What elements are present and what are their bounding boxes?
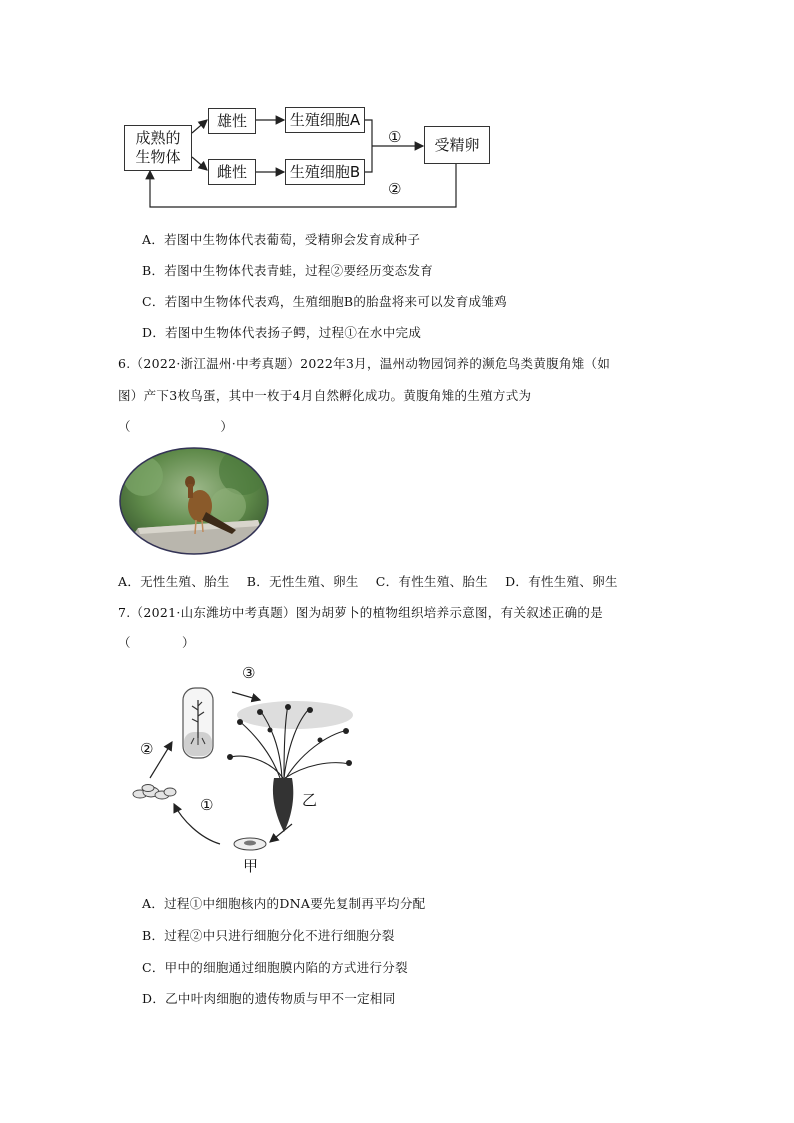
cell-a-label: 生殖细胞A <box>289 110 361 129</box>
q6-options: A．无性生殖、胎生 B．无性生殖、卵生 C．有性生殖、胎生 D．有性生殖、卵生 <box>118 574 618 589</box>
q5-option-d: D．若图中生物体代表扬子鳄，过程①在水中完成 <box>142 325 422 340</box>
q5-option-b: B．若图中生物体代表青蛙，过程②要经历变态发育 <box>142 263 434 278</box>
q7-label-yi: 乙 <box>302 791 318 809</box>
organism-box <box>124 125 192 171</box>
cell-a-box <box>285 107 365 133</box>
zygote-box <box>424 126 490 164</box>
q7-label-jia: 甲 <box>243 857 259 875</box>
q5-option-a: A．若图中生物体代表葡萄，受精卵会发育成种子 <box>142 232 421 247</box>
cell-b-box <box>285 159 365 185</box>
q7-option-d: D．乙中叶肉细胞的遗传物质与甲不一定相同 <box>142 991 396 1006</box>
male-box <box>208 108 256 134</box>
female-label: 雌性 <box>216 162 247 181</box>
q7-label-2: ② <box>140 740 154 758</box>
q7-label-1: ① <box>200 796 214 814</box>
zygote-label: 受精卵 <box>434 135 480 154</box>
q6-stem-line2: 图）产下3枚鸟蛋，其中一枚于4月自然孵化成功。黄腹角雉的生殖方式为 <box>118 388 532 403</box>
male-label: 雄性 <box>216 111 247 130</box>
q7-stem-line1: 7.（2021·山东潍坊中考真题）图为胡萝卜的植物组织培养示意图，有关叙述正确的是 <box>118 605 604 620</box>
q7-option-a: A．过程①中细胞核内的DNA要先复制再平均分配 <box>142 896 426 911</box>
q6-answer-blank: （ ） <box>118 419 234 434</box>
q5-option-c: C．若图中生物体代表鸡，生殖细胞B的胎盘将来可以发育成雏鸡 <box>142 294 507 309</box>
step1-label: ① <box>388 128 402 146</box>
q7-label-3: ③ <box>242 664 256 682</box>
q7-answer-blank: （ ） <box>118 635 195 650</box>
pheasant-photo <box>118 446 270 556</box>
tissue-culture-diagram <box>120 660 370 880</box>
step2-label: ② <box>388 180 402 198</box>
female-box <box>208 159 256 185</box>
q6-stem-line1: 6.（2022·浙江温州·中考真题）2022年3月，温州动物园饲养的濒危鸟类黄腹角雉（如 <box>118 356 611 371</box>
q7-option-c: C．甲中的细胞通过细胞膜内陷的方式进行分裂 <box>142 960 408 975</box>
q7-option-b: B．过程②中只进行细胞分化不进行细胞分裂 <box>142 928 395 943</box>
organism-label: 成熟的 生物体 <box>135 129 181 166</box>
cell-b-label: 生殖细胞B <box>289 162 361 181</box>
